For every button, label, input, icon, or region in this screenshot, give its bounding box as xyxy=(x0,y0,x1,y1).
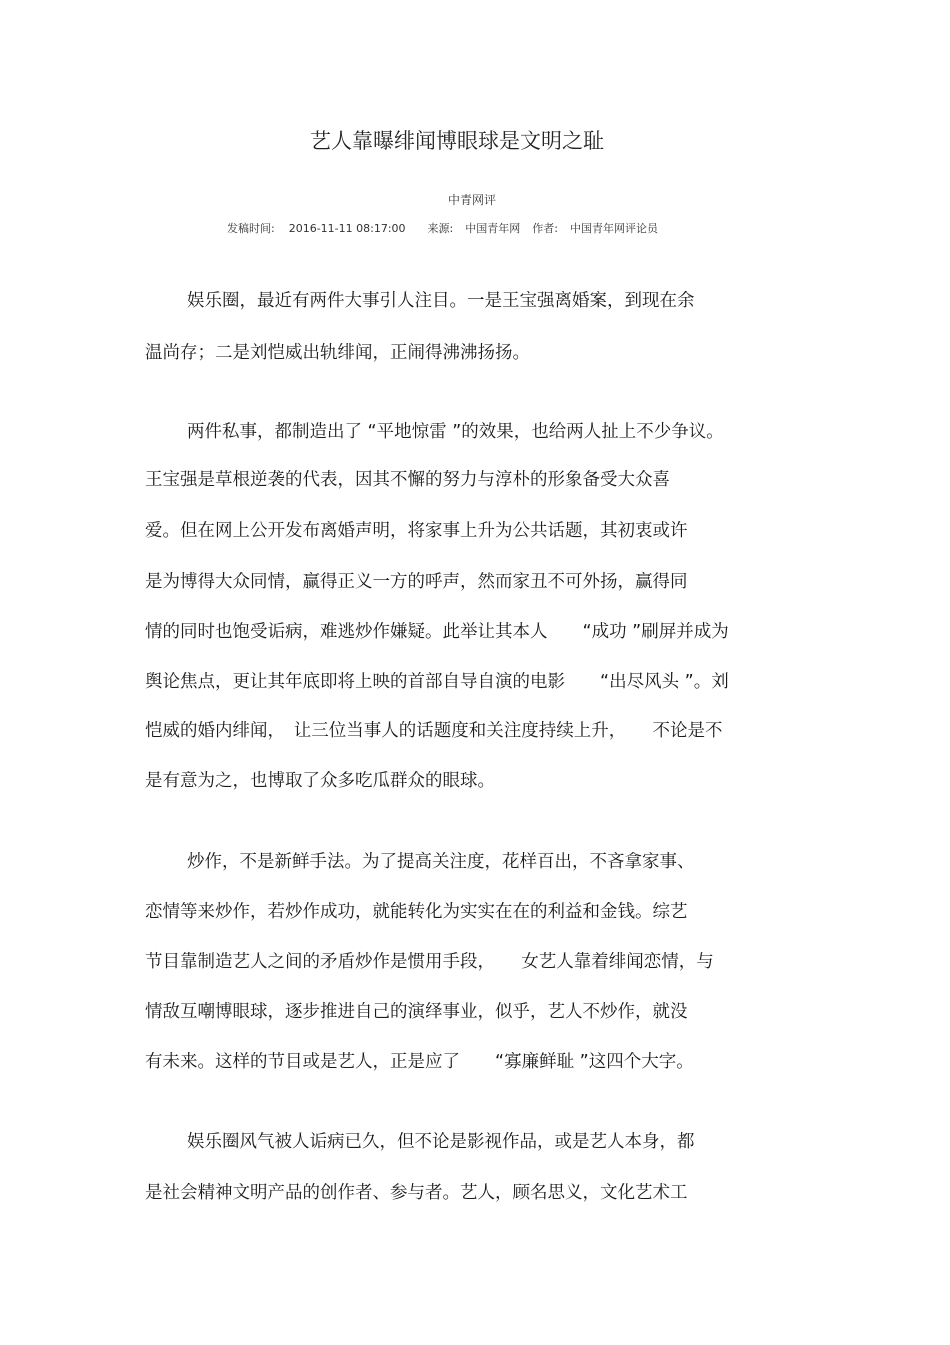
publish-time-value: 2016-11-11 08:17:00 xyxy=(288,222,406,235)
source-value: 中国青年网 xyxy=(465,222,521,235)
body-line: 舆论焦点，更让其年底即将上映的首部自导自演的电影 “出尽风头 ”。刘 xyxy=(145,672,729,692)
author-label: 作者: xyxy=(532,222,558,235)
article-source: 中青网评 xyxy=(447,193,496,207)
body-line: 有未来。这样的节目或是艺人，正是应了 “寡廉鲜耻 ”这四个大字。 xyxy=(145,1052,694,1072)
body-line: 爱。但在网上公开发布离婚声明，将家事上升为公共话题，其初衷或许 xyxy=(145,521,688,541)
body-line: 是有意为之，也博取了众多吃瓜群众的眼球。 xyxy=(145,771,495,791)
body-line: 温尚存；二是刘恺威出轨绯闻，正闹得沸沸扬扬。 xyxy=(145,343,530,363)
body-line: 是社会精神文明产品的创作者、参与者。艺人，顾名思义，文化艺术工 xyxy=(145,1183,688,1203)
body-line: 娱乐圈风气被人诟病已久，但不论是影视作品，或是艺人本身，都 xyxy=(187,1132,695,1152)
body-line: 娱乐圈，最近有两件大事引人注目。一是王宝强离婚案，到现在余 xyxy=(187,291,695,311)
article-meta xyxy=(227,220,658,238)
body-line: 炒作，不是新鲜手法。为了提高关注度，花样百出，不吝拿家事、 xyxy=(187,852,695,872)
body-line: 恺威的婚内绯闻， 让三位当事人的话题度和关注度持续上升， 不论是不 xyxy=(145,721,723,741)
body-line: 节目靠制造艺人之间的矛盾炒作是惯用手段， 女艺人靠着绯闻恋情，与 xyxy=(145,952,714,972)
body-line: 情的同时也饱受诟病，难逃炒作嫌疑。此举让其本人 “成功 ”刷屏并成为 xyxy=(145,622,729,642)
article-title: 艺人靠曝绯闻博眼球是文明之耻 xyxy=(310,129,604,153)
body-line: 是为博得大众同情，赢得正义一方的呼声，然而家丑不可外扬，赢得同 xyxy=(145,572,688,592)
publish-time-label: 发稿时间: xyxy=(227,222,275,235)
source-label: 来源: xyxy=(427,222,454,235)
body-line: 两件私事，都制造出了 “平地惊雷 ”的效果，也给两人扯上不少争议。 xyxy=(187,422,724,442)
body-line: 恋情等来炒作，若炒作成功，就能转化为实实在在的利益和金钱。综艺 xyxy=(145,902,688,922)
author-value: 中国青年网评论员 xyxy=(569,222,658,235)
body-line: 情敌互嘲博眼球，逐步推进自己的演绎事业，似乎，艺人不炒作，就没 xyxy=(145,1002,688,1022)
body-line: 王宝强是草根逆袭的代表，因其不懈的努力与淳朴的形象备受大众喜 xyxy=(145,470,670,490)
